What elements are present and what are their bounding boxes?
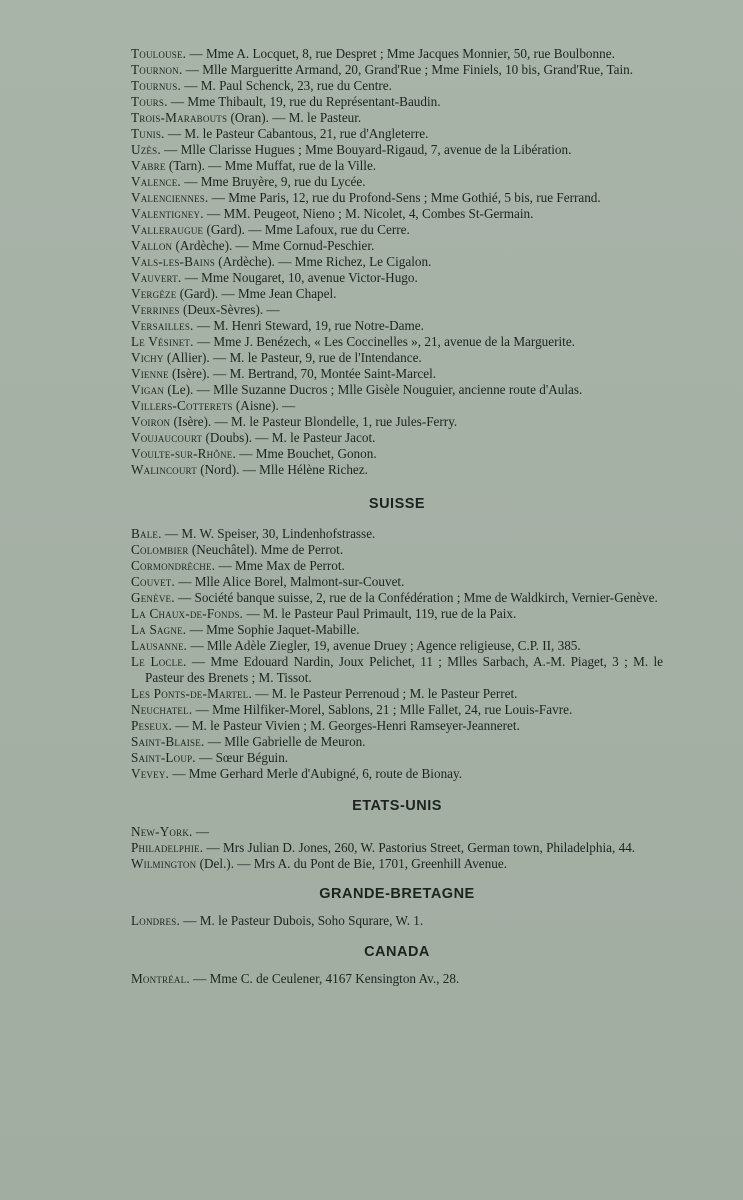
entry-text: — Mme Bouchet, Gonon. (235, 446, 377, 461)
entry-city: Le Locle. (131, 654, 187, 669)
entry-text: (Ardèche). — Mme Cornud-Peschier. (172, 238, 375, 253)
entry-city: La Chaux-de-Fonds. (131, 606, 244, 621)
directory-entry (131, 190, 663, 206)
entry-text: (Del.). — Mrs A. du Pont de Bie, 1701, Greenhill Avenue. (196, 856, 507, 871)
section-title: GRANDE-BRETAGNE (319, 886, 475, 902)
entry-text: — Mme C. de Ceulener, 4167 Kensington Av., 28. (189, 971, 460, 986)
entry-text: (Isère). — M. Bertrand, 70, Montée Saint-Marcel. (168, 366, 437, 381)
directory-entry (131, 702, 663, 718)
entry-text: — M. le Pasteur Vivien ; M. Georges-Henri Ramseyer-Jeanneret. (172, 718, 520, 733)
france-entries (131, 46, 663, 478)
entry-text: (Deux-Sèvres). — (179, 302, 280, 317)
directory-entry (131, 142, 663, 158)
directory-entry (131, 302, 663, 318)
entry-text: (Le). — Mlle Suzanne Ducros ; Mlle Gisèle Nouguier, ancienne route d'Aulas. (164, 382, 583, 397)
entry-city: La Sagne. (131, 622, 187, 637)
country-sections (131, 496, 663, 987)
entry-text: (Gard). — Mme Jean Chapel. (176, 286, 337, 301)
directory-entry (131, 46, 663, 62)
directory-entry (131, 366, 663, 382)
directory-entry (131, 840, 663, 856)
section-title: SUISSE (368, 496, 426, 512)
entry-city: Genève. (131, 590, 175, 605)
directory-entry (131, 766, 663, 782)
entry-city: Uzès. (131, 142, 161, 157)
directory-entry (131, 350, 663, 366)
entry-city: Valentigney. (131, 206, 204, 221)
entry-city: Montréal. (131, 971, 190, 986)
directory-entry (131, 734, 663, 750)
directory-entry (131, 94, 663, 110)
entry-text: — MM. Peugeot, Nieno ; M. Nicolet, 4, Combes St-Germain. (203, 206, 534, 221)
directory-entry (131, 590, 663, 606)
section-title: ETATS-UNIS (352, 798, 442, 814)
entry-text: — Mrs Julian D. Jones, 260, W. Pastorius Street, German town, Philadelphia, 44. (203, 840, 636, 855)
entry-text: (Gard). — Mme Lafoux, rue du Cerre. (203, 222, 410, 237)
entry-city: Vergèze (131, 286, 177, 301)
entry-text: — Mlle Margueritte Armand, 20, Grand'Rue ; Mme Finiels, 10 bis, Grand'Rue, Tain. (182, 62, 634, 77)
entry-city: Couvet. (131, 574, 175, 589)
entry-city: Colombier (131, 542, 189, 557)
entry-city: Voujaucourt (131, 430, 203, 445)
entry-text: — Mme A. Locquet, 8, rue Despret ; Mme Jacques Monnier, 50, rue Boulbonne. (186, 46, 615, 61)
directory-entry (131, 238, 663, 254)
entries-column (131, 46, 663, 987)
directory-entry (131, 622, 663, 638)
entry-city: Valleraugue (131, 222, 204, 237)
section-etats-unis (131, 798, 663, 872)
entry-city: Tournus. (131, 78, 181, 93)
entry-text: — Mme Bruyère, 9, rue du Lycée. (180, 174, 366, 189)
entry-text: — M. W. Speiser, 30, Lindenhofstrasse. (161, 526, 376, 541)
directory-entry (131, 971, 663, 987)
entry-city: Valence. (131, 174, 181, 189)
entry-text: — Mme J. Benézech, « Les Coccinelles », 21, avenue de la Marguerite. (193, 334, 575, 349)
directory-entry (131, 574, 663, 590)
entry-text: (Tarn). — Mme Muffat, rue de la Ville. (165, 158, 377, 173)
entry-text: — Mme Gerhard Merle d'Aubigné, 6, route de Bionay. (169, 766, 463, 781)
directory-entry (131, 824, 663, 840)
entry-city: Voiron (131, 414, 171, 429)
entry-city: Tours. (131, 94, 168, 109)
entry-city: New-York. (131, 824, 193, 839)
entry-text: — Mlle Adèle Ziegler, 19, avenue Druey ; Agence religieuse, C.P. II, 385. (187, 638, 581, 653)
directory-entry (131, 286, 663, 302)
entry-city: Les Ponts-de-Martel. (131, 686, 252, 701)
directory-entry (131, 462, 663, 478)
directory-entry (131, 318, 663, 334)
directory-entry (131, 158, 663, 174)
entry-city: Peseux. (131, 718, 173, 733)
entry-city: Vauvert. (131, 270, 182, 285)
entry-text: — M. Henri Steward, 19, rue Notre-Dame. (193, 318, 424, 333)
directory-entry (131, 126, 663, 142)
entry-text: — Société banque suisse, 2, rue de la Confédération ; Mme de Waldkirch, Vernier-Genève. (174, 590, 658, 605)
directory-entry (131, 62, 663, 78)
entry-city: Tunis. (131, 126, 165, 141)
entry-city: Toulouse. (131, 46, 187, 61)
directory-entry (131, 750, 663, 766)
directory-entry (131, 856, 663, 872)
section-title: CANADA (364, 944, 430, 960)
entry-city: Vichy (131, 350, 164, 365)
entry-city: Vals-les-Bains (131, 254, 215, 269)
entry-text: — Mme Sophie Jaquet-Mabille. (186, 622, 360, 637)
entry-text: — Mlle Clarisse Hugues ; Mme Bouyard-Rigaud, 7, avenue de la Libération. (160, 142, 572, 157)
entry-city: Wilmington (131, 856, 197, 871)
entry-city: Vienne (131, 366, 169, 381)
entry-text: — Sœur Béguin. (195, 750, 289, 765)
directory-entry (131, 78, 663, 94)
entry-text: — Mme Hilfiker-Morel, Sablons, 21 ; Mlle Fallet, 24, rue Louis-Favre. (192, 702, 573, 717)
entry-text: (Doubs). — M. le Pasteur Jacot. (202, 430, 376, 445)
entry-city: Verrines (131, 302, 180, 317)
entry-city: Le Vésinet. (131, 334, 194, 349)
section-suisse (131, 496, 663, 782)
directory-entry (131, 913, 663, 929)
entry-text: — Mlle Gabrielle de Meuron. (204, 734, 366, 749)
directory-entry (131, 606, 663, 622)
entry-city: Saint-Loup. (131, 750, 196, 765)
directory-entry (131, 542, 663, 558)
entry-text: — (192, 824, 210, 839)
entry-text: (Oran). — M. le Pasteur. (227, 110, 362, 125)
entry-text: (Neuchâtel). Mme de Perrot. (188, 542, 344, 557)
entry-city: Lausanne. (131, 638, 188, 653)
entry-text: — M. le Pasteur Cabantous, 21, rue d'Angleterre. (164, 126, 429, 141)
directory-entry (131, 718, 663, 734)
directory-entry (131, 654, 663, 686)
directory-entry (131, 398, 663, 414)
entry-city: Villers-Cotterets (131, 398, 233, 413)
entry-city: Walincourt (131, 462, 197, 477)
entry-text: — Mme Thibault, 19, rue du Représentant-Baudin. (167, 94, 441, 109)
entry-city: Neuchatel. (131, 702, 193, 717)
directory-entry (131, 254, 663, 270)
entry-city: Vevey. (131, 766, 170, 781)
directory-entry (131, 430, 663, 446)
section-grande-bretagne (131, 886, 663, 929)
directory-entry (131, 222, 663, 238)
entry-text: — Mme Edouard Nardin, Joux Pelichet, 11 ; Mlles Sarbach, A.-M. Piaget, 3 ; M. le Pasteur des Brenets ; M. Tissot. (145, 654, 663, 685)
directory-entry (131, 558, 663, 574)
entry-text: — M. le Pasteur Perrenoud ; M. le Pasteur Perret. (251, 686, 518, 701)
entry-city: Vallon (131, 238, 173, 253)
directory-entry (131, 174, 663, 190)
directory-entry (131, 382, 663, 398)
entry-text: (Ardèche). — Mme Richez, Le Cigalon. (214, 254, 432, 269)
entry-text: (Nord). — Mlle Hélène Richez. (196, 462, 368, 477)
entry-text: — Mme Max de Perrot. (215, 558, 345, 573)
directory-entry (131, 110, 663, 126)
directory-entry (131, 414, 663, 430)
directory-entry (131, 334, 663, 350)
directory-entry (131, 638, 663, 654)
directory-entry (131, 206, 663, 222)
entry-city: Valenciennes. (131, 190, 209, 205)
entry-city: Vigan (131, 382, 165, 397)
entry-text: — Mme Nougaret, 10, avenue Victor-Hugo. (181, 270, 418, 285)
entry-text: (Isère). — M. le Pasteur Blondelle, 1, rue Jules-Ferry. (170, 414, 458, 429)
directory-entry (131, 686, 663, 702)
directory-entry (131, 270, 663, 286)
entry-city: Versailles. (131, 318, 194, 333)
entry-text: (Aisne). — (232, 398, 296, 413)
entry-text: (Allier). — M. le Pasteur, 9, rue de l'Intendance. (163, 350, 422, 365)
entry-text: — M. Paul Schenck, 23, rue du Centre. (180, 78, 392, 93)
entry-city: Vabre (131, 158, 166, 173)
entry-city: Philadelphie. (131, 840, 204, 855)
entry-city: Trois-Marabouts (131, 110, 228, 125)
entry-city: Saint-Blaise. (131, 734, 205, 749)
entry-city: Londres. (131, 913, 180, 928)
entry-city: Cormondrèche. (131, 558, 216, 573)
entry-text: — Mlle Alice Borel, Malmont-sur-Couvet. (175, 574, 405, 589)
directory-entry (131, 526, 663, 542)
directory-entry (131, 446, 663, 462)
entry-city: Bale. (131, 526, 162, 541)
entry-text: — M. le Pasteur Dubois, Soho Squrare, W. 1. (179, 913, 424, 928)
entry-text: — Mme Paris, 12, rue du Profond-Sens ; Mme Gothié, 5 bis, rue Ferrand. (208, 190, 601, 205)
section-canada (131, 944, 663, 987)
entry-text: — M. le Pasteur Paul Primault, 119, rue de la Paix. (243, 606, 517, 621)
entry-city: Voulte-sur-Rhône. (131, 446, 236, 461)
entry-city: Tournon. (131, 62, 183, 77)
